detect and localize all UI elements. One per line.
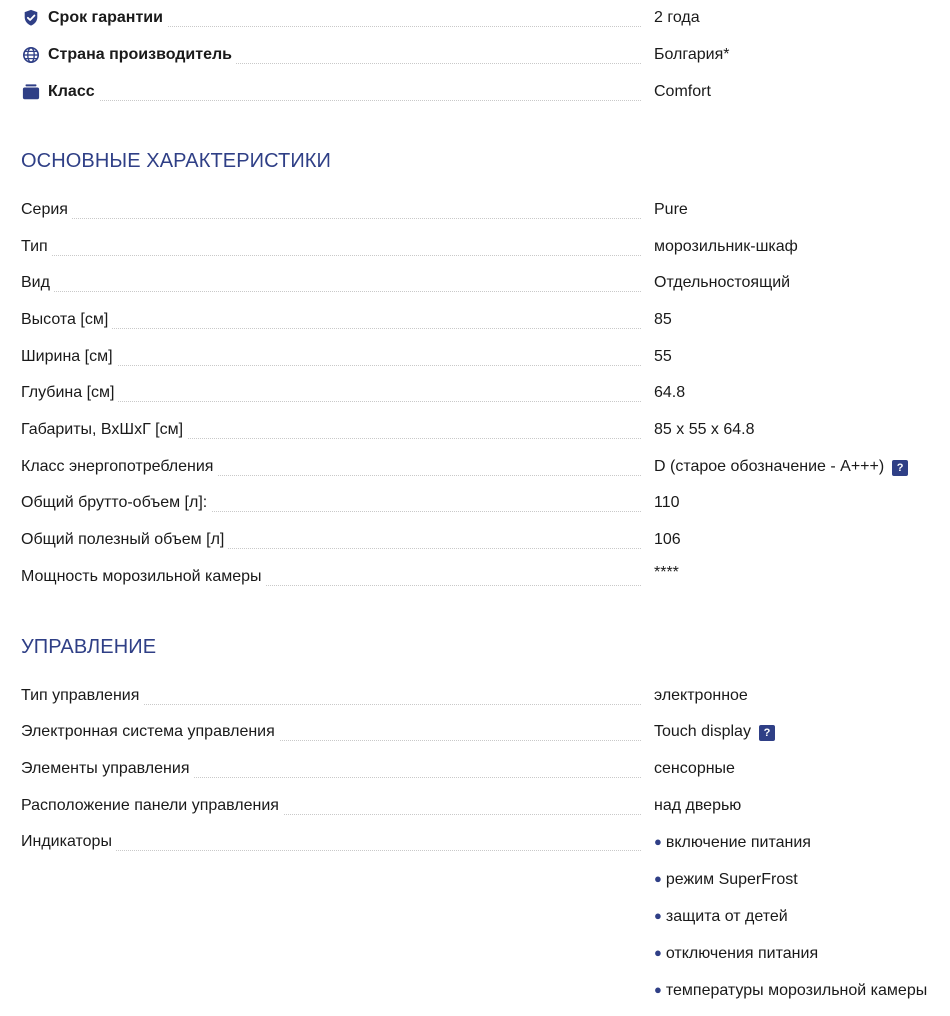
spec-row-class [21,82,941,106]
spec-row-country [21,45,941,69]
spec-value-text: Touch display [654,723,751,740]
spec-value: 55 [654,348,672,365]
indicator-item [654,906,788,927]
spec-label: Тип [21,237,52,257]
dotted-leader [21,100,641,101]
spec-label: Электронная система управления [21,722,279,742]
spec-value: **** [654,564,679,581]
indicator-text: режим SuperFrost [665,871,798,888]
indicator-row [21,906,941,930]
spec-label: Высота [см] [21,310,112,330]
spec-row [21,237,941,261]
help-button[interactable]: ? [892,460,908,476]
spec-row [21,530,941,554]
spec-row [21,759,941,783]
indicator-item [654,943,818,964]
section-title-main: ОСНОВНЫЕ ХАРАКТЕРИСТИКИ [21,150,332,172]
spec-row-indicators [21,832,941,856]
spec-value: сенсорные [654,760,735,777]
dotted-leader [21,328,641,329]
section-title-controls: УПРАВЛЕНИЕ [21,636,157,658]
spec-row [21,273,941,297]
spec-value: над дверью [654,797,742,814]
spec-value [654,457,908,477]
spec-label: Класс энергопотребления [21,457,217,477]
bullet-icon: ● [654,908,662,923]
spec-label: Класс [21,82,99,102]
bullet-icon: ● [654,834,662,849]
spec-row [21,200,941,224]
bullet-icon: ● [654,945,662,960]
indicator-text: защита от детей [665,908,788,925]
spec-label: Глубина [см] [21,383,118,403]
spec-value: 64.8 [654,384,686,401]
globe-icon [21,46,41,64]
spec-row [21,457,941,481]
spec-value: Отдельностоящий [654,274,791,291]
indicator-text: температуры морозильной камеры [665,982,928,999]
dotted-leader [21,255,641,256]
spec-value-text: D (старое обозначение - A+++) [654,458,885,475]
spec-label: Габариты, ВхШхГ [см] [21,420,187,440]
indicator-item [654,980,927,1001]
indicator-row [21,869,941,893]
dotted-leader [21,218,641,219]
spec-value: Pure [654,201,688,218]
spec-row [21,383,941,407]
spec-label: Элементы управления [21,759,193,779]
spec-label: Ширина [см] [21,347,117,367]
bullet-icon: ● [654,871,662,886]
spec-value: 2 года [654,9,700,26]
spec-value: Comfort [654,83,711,100]
spec-row [21,420,941,444]
spec-label: Общий полезный объем [л] [21,530,228,550]
spec-value: 85 x 55 x 64.8 [654,421,755,438]
spec-value: 106 [654,531,681,548]
spec-row [21,564,941,591]
spec-row [21,493,941,517]
spec-row [21,347,941,371]
bullet-icon: ● [654,982,662,997]
indicator-text: отключения питания [665,945,819,962]
spec-row [21,722,941,746]
spec-label: Мощность морозильной камеры [21,567,266,587]
spec-row [21,796,941,820]
spec-label: Срок гарантии [21,8,167,28]
dotted-leader [21,291,641,292]
spec-row-warranty [21,8,941,32]
indicator-item [654,869,798,890]
spec-label: Тип управления [21,686,143,706]
indicator-text: включение питания [665,834,811,851]
spec-value: морозильник-шкаф [654,238,798,255]
spec-value: электронное [654,687,748,704]
help-button[interactable]: ? [759,725,775,741]
spec-row [21,686,941,710]
spec-label: Серия [21,200,72,220]
class-box-icon [21,83,41,101]
indicator-row [21,980,941,1004]
spec-label: Расположение панели управления [21,796,283,816]
indicator-row [21,943,941,967]
indicator-item [654,832,811,853]
spec-row [21,310,941,334]
spec-value [654,722,775,742]
shield-check-icon [21,9,41,27]
spec-label: Вид [21,273,54,293]
spec-label: Индикаторы [21,832,116,852]
spec-label: Страна производитель [21,45,236,65]
spec-value: 110 [654,494,680,511]
spec-value: 85 [654,311,672,328]
spec-value: Болгария* [654,46,730,63]
spec-label: Общий брутто-объем [л]: [21,493,211,513]
